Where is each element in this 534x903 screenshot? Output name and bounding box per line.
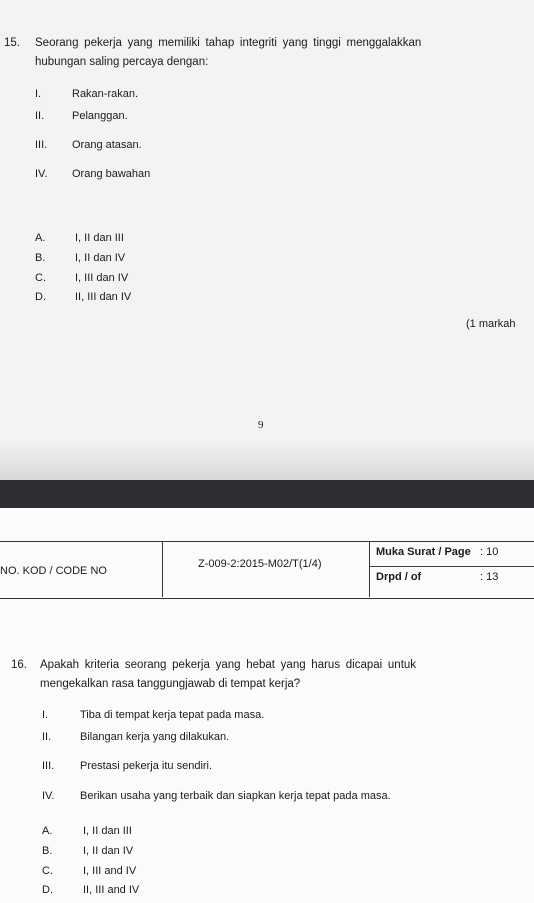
question-number: 16. [11, 659, 27, 671]
option-letter: C. [42, 865, 53, 877]
item-text: Orang bawahan [72, 168, 151, 180]
item-text: Bilangan kerja yang dilakukan. [80, 731, 230, 743]
marks-label: (1 markah [466, 318, 516, 330]
item-roman: I. [35, 88, 42, 100]
item-roman: III. [42, 760, 55, 772]
option-text: II, III dan IV [75, 291, 132, 303]
item-text: Rakan-rakan. [72, 88, 139, 100]
question-number: 15. [4, 37, 20, 49]
header-row-divider [369, 566, 534, 567]
question-stem-line-1: Seorang pekerja yang memiliki tahap integriti yang tinggi menggalakkan [35, 37, 422, 49]
item-roman: IV. [42, 790, 55, 802]
option-text: I, II dan IV [75, 252, 126, 264]
option-text: I, II dan III [75, 232, 124, 244]
item-text: Prestasi pekerja itu sendiri. [80, 760, 213, 772]
option-text: I, III and IV [83, 865, 137, 877]
item-roman: I. [42, 709, 49, 721]
item-text: Tiba di tempat kerja tepat pada masa. [80, 709, 265, 721]
option-letter: B. [35, 252, 46, 264]
question-stem-line-2: mengekalkan rasa tanggungjawab di tempat kerja? [40, 678, 301, 690]
option-letter: A. [35, 232, 46, 244]
option-letter: B. [42, 845, 53, 857]
header-divider [162, 541, 163, 597]
item-roman: II. [35, 110, 45, 122]
item-text: Berikan usaha yang terbaik dan siapkan kerja tepat pada masa. [80, 790, 391, 802]
item-roman: III. [35, 139, 48, 151]
option-text: I, III dan IV [75, 272, 129, 284]
total-label: Drpd / of [376, 571, 422, 583]
total-value: : 13 [480, 571, 499, 583]
code-label: NO. KOD / CODE NO [0, 565, 107, 577]
header-divider [369, 541, 370, 597]
option-letter: D. [42, 884, 53, 896]
option-text: I, II dan III [83, 825, 132, 837]
option-letter: A. [42, 825, 53, 837]
item-roman: IV. [35, 168, 48, 180]
page-value: : 10 [480, 546, 499, 558]
page-number: 9 [258, 419, 264, 431]
page-label: Muka Surat / Page [376, 546, 471, 558]
page-gap-band [0, 480, 534, 508]
code-value: Z-009-2:2015-M02/T(1/4) [198, 558, 322, 570]
item-roman: II. [42, 731, 52, 743]
item-text: Pelanggan. [72, 110, 128, 122]
question-stem-line-1: Apakah kriteria seorang pekerja yang hebat yang harus dicapai untuk [40, 659, 417, 671]
option-text: II, III and IV [83, 884, 140, 896]
option-letter: D. [35, 291, 46, 303]
question-stem-line-2: hubungan saling percaya dengan: [35, 56, 209, 68]
option-text: I, II dan IV [83, 845, 134, 857]
item-text: Orang atasan. [72, 139, 142, 151]
page-edge-shadow [0, 440, 534, 480]
option-letter: C. [35, 272, 46, 284]
